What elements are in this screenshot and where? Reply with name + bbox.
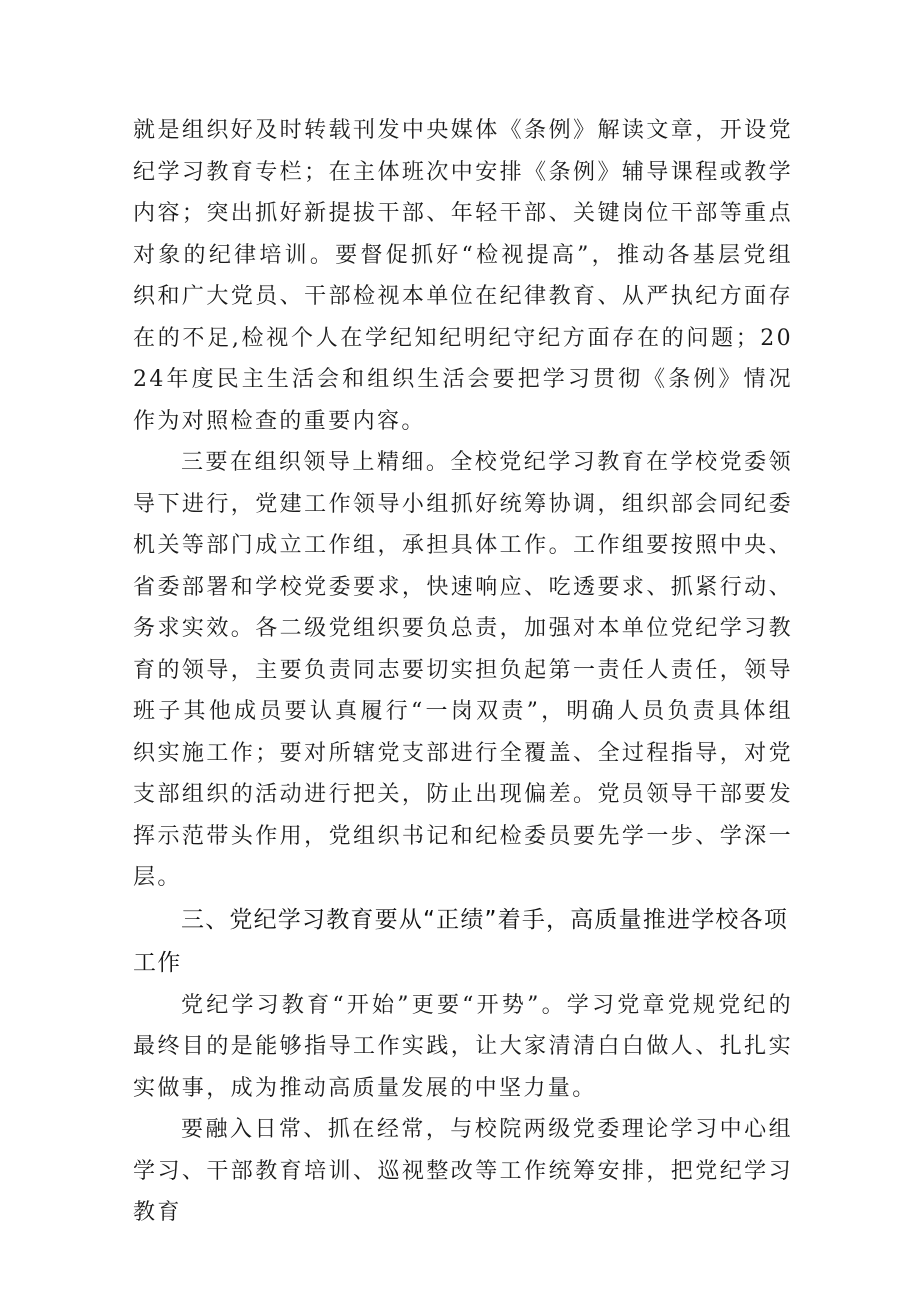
- section-heading-three: 三、党纪学习教育要从“正绩”着手，高质量推进学校各项工作: [133, 906, 789, 976]
- document-body: [133, 110, 793, 1234]
- paragraph-start-momentum: 党纪学习教育“开始”更要“开势”。学习党章党规党纪的最终目的是能够指导工作实践，让大家清清白白做人、扎扎实实做事，成为推动高质量发展的中坚力量。: [133, 992, 793, 1101]
- paragraph-integrate-daily: 要融入日常、抓在经常，与校院两级党委理论学习中心组学习、干部教育培训、巡视整改等工作统筹安排，把党纪学习教育: [133, 1117, 793, 1225]
- paragraph-organization-leadership: 三要在组织领导上精细。全校党纪学习教育在学校党委领导下进行，党建工作领导小组抓好统筹协调，组织部会同纪委机关等部门成立工作组，承担具体工作。工作组要按照中央、省委部署和学校党委要求，快速响应、吃透要求、抓紧行动、务求实效。各二级党组织要负总责，加强对本单位党纪学习教育的领导，主要负责同志要切实担负起第一责任人责任，领导班子其他成员要认真履行“一岗双责”，明确人员负责具体组织实施工作；要对所辖党支部进行全覆盖、全过程指导，对党支部组织的活动进行把关，防止出现偏差。党员领导干部要发挥示范带头作用，党组织书记和纪检委员要先学一步、学深一层。: [133, 450, 793, 890]
- paragraph-continuation: 就是组织好及时转载刊发中央媒体《条例》解读文章，开设党纪学习教育专栏；在主体班次中安排《条例》辅导课程或教学内容；突出抓好新提拔干部、年轻干部、关键岗位干部等重点对象的纪律培训。要督促抓好“检视提高”，推动各基层党组织和广大党员、干部检视本单位在纪律教育、从严执纪方面存在的不足,检视个人在学纪知纪明纪守纪方面存在的问题；2024年度民主生活会和组织生活会要把学习贯彻《条例》情况作为对照检查的重要内容。: [133, 118, 793, 434]
